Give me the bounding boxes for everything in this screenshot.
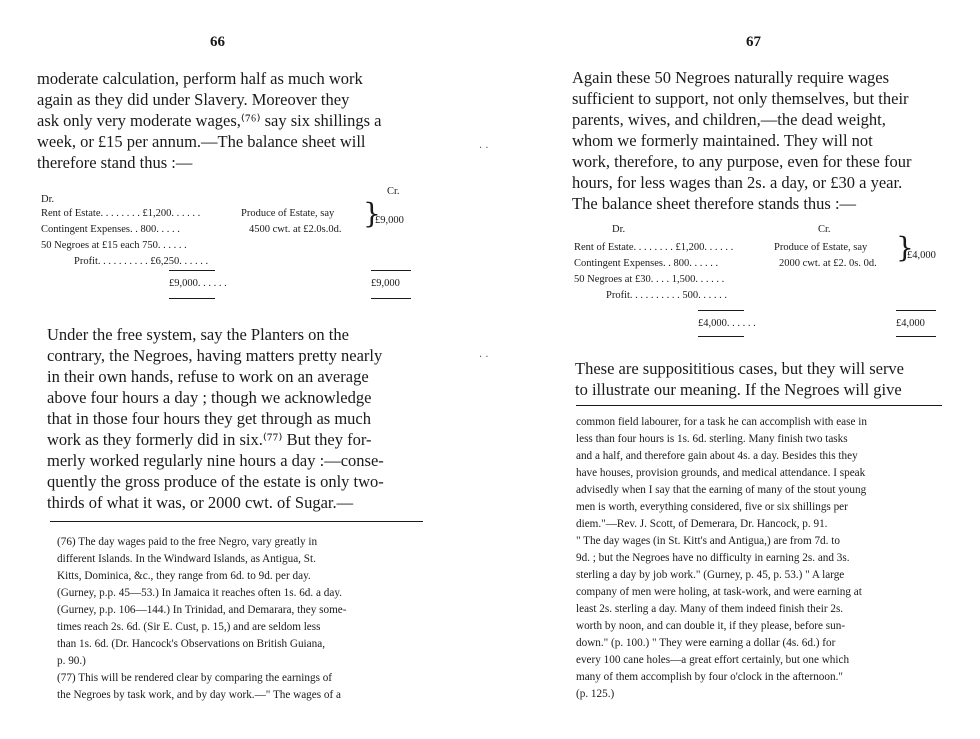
footnote-line: company of men were holing, at task-work, and were earning at [576, 586, 862, 598]
footnote-line: than 1s. 6d. (Dr. Hancock's Observations on British Guiana, [57, 638, 325, 650]
footnote-line: different Islands. In the Windward Islands, as Antigua, St. [57, 553, 316, 565]
page-number: 66 [210, 34, 225, 50]
text-line: work, therefore, to any purpose, even for these four [572, 152, 912, 171]
text-line: contrary, the Negroes, having matters pretty nearly [47, 346, 383, 365]
footnote-line: Kitts, Dominica, &c., they range from 6d. to 9d. per day. [57, 570, 311, 582]
credit-total: £4,000 [907, 250, 936, 261]
footnote-line: (77) This will be rendered clear by comparing the earnings of [57, 672, 333, 684]
text-line: in their own hands, refuse to work on an average [47, 367, 369, 386]
text-line: Under the free system, say the Planters on the [47, 325, 349, 344]
text-line: week, or £15 per annum.—The balance sheet will [37, 132, 366, 151]
debit-row: 50 Negroes at £30. . . . 1,500. . . . . . [574, 274, 725, 285]
text-line: thirds of what it was, or 2000 cwt. of Sugar.— [47, 493, 354, 512]
debit-header: Dr. [612, 224, 626, 235]
debit-row: Profit. . . . . . . . . . £6,250. . . . . . [74, 256, 209, 267]
debit-header: Dr. [41, 194, 55, 205]
balance-sheet [574, 222, 954, 342]
body-paragraph [47, 324, 384, 513]
text-line: Again these 50 Negroes naturally require wages [572, 68, 890, 87]
gutter-mark: · · [479, 352, 489, 363]
footnote-line: 9d. ; but the Negroes have no difficulty in earning 2s. and 3s. [576, 552, 850, 564]
total-debit: £4,000. . . . . . [698, 318, 756, 329]
text-line: sufficient to support, not only themselves, but their [572, 89, 909, 108]
text-line: These are supposititious cases, but they will serve [575, 359, 905, 378]
divider [169, 298, 215, 299]
credit-line: Produce of Estate, say [774, 242, 868, 253]
text-line: parents, wives, and children,—the dead weight, [572, 110, 886, 129]
footnote-line: times reach 2s. 6d. (Sir E. Cust, p. 15,) and are seldom less [57, 621, 321, 633]
body-paragraph [575, 358, 904, 400]
debit-row: 50 Negroes at £15 each 750. . . . . . [41, 240, 187, 251]
total-debit: £9,000. . . . . . [169, 278, 227, 289]
footnote-line: and a half, and therefore gain about 4s. a day. Besides this they [576, 450, 858, 462]
footnote-line: (Gurney, p.p. 45—53.) In Jamaica it reaches often 1s. 6d. a day. [57, 587, 342, 599]
footnote-line: down." (p. 100.) " They were earning a dollar (4s. 6d.) for [576, 637, 836, 649]
brace-glyph: } [363, 197, 381, 230]
divider [698, 336, 744, 337]
debit-row: Contingent Expenses. . 800. . . . . . [574, 258, 719, 269]
footnote-line: less than four hours is 1s. 6d. sterling. Many finish two tasks [576, 433, 848, 445]
debit-row: Rent of Estate. . . . . . . . £1,200. . . . . . [41, 208, 201, 219]
credit-header: Cr. [387, 186, 400, 197]
footnote-line: the Negroes by task work, and by day work.—" The wages of a [57, 689, 341, 701]
footnote-line: (Gurney, p.p. 106—144.) In Trinidad, and Demarara, they some- [57, 604, 347, 616]
text-line: merly worked regularly nine hours a day :—conse- [47, 451, 384, 470]
text-line: whom we formerly maintained. They will not [572, 131, 873, 150]
right-page [490, 0, 980, 739]
divider [169, 270, 215, 271]
footnote-line: p. 90.) [57, 655, 86, 667]
footnote-line: common field labourer, for a task he can accomplish with ease in [576, 416, 867, 428]
total-credit: £4,000 [896, 318, 925, 329]
balance-sheet [41, 184, 421, 304]
footnote-line: advisedly when I say that the earning of many of the stout young [576, 484, 867, 496]
debit-row: Profit. . . . . . . . . . 500. . . . . . [606, 290, 728, 301]
footnote-divider [576, 405, 942, 406]
footnote-line: (76) The day wages paid to the free Negro, vary greatly in [57, 536, 318, 548]
text-line: above four hours a day ; though we acknowledge [47, 388, 372, 407]
footnote-line: " The day wages (in St. Kitt's and Antigua,) are from 7d. to [576, 535, 840, 547]
footnote-line: have houses, provision grounds, and medical attendance. I speak [576, 467, 866, 479]
footnote-line: least 2s. sterling a day. Many of them indeed finish their 2s. [576, 603, 844, 615]
divider [896, 310, 936, 311]
footnotes [57, 534, 346, 704]
text-line: The balance sheet therefore stands thus :— [572, 194, 857, 213]
footnote-line: sterling a day by job work." (Gurney, p. 45, p. 53.) " A large [576, 569, 845, 581]
total-credit: £9,000 [371, 278, 400, 289]
divider [896, 336, 936, 337]
footnote-line: men is worth, everything considered, five or six shillings per [576, 501, 848, 513]
footnote-line: (p. 125.) [576, 688, 615, 700]
text-line: quently the gross produce of the estate is only two- [47, 472, 384, 491]
credit-line: Produce of Estate, say [241, 208, 335, 219]
footnote-line: worth by noon, and can double it, if they please, before sun- [576, 620, 846, 632]
text-line: moderate calculation, perform half as much work [37, 69, 363, 88]
brace-glyph: } [896, 231, 914, 264]
text-line: hours, for less wages than 2s. a day, or £30 a year. [572, 173, 903, 192]
text-line: again as they did under Slavery. Moreover they [37, 90, 350, 109]
text-line: that in those four hours they get through as much [47, 409, 371, 428]
footnotes [576, 414, 867, 703]
debit-row: Rent of Estate. . . . . . . . £1,200. . . . . . [574, 242, 734, 253]
footnote-divider [50, 521, 423, 522]
credit-total: £9,000 [375, 215, 404, 226]
footnote-line: diem."—Rev. J. Scott, of Demerara, Dr. Hancock, p. 91. [576, 518, 828, 530]
divider [698, 310, 744, 311]
text-line: work as they formerly did in six.⁽⁷⁷⁾ But they for- [47, 430, 372, 449]
credit-line: 4500 cwt. at £2.0s.0d. [249, 224, 342, 235]
debit-row: Contingent Expenses. . 800. . . . . [41, 224, 180, 235]
divider [371, 298, 411, 299]
credit-header: Cr. [818, 224, 831, 235]
intro-paragraph [37, 68, 382, 173]
footnote-line: every 100 cane holes—a great effort certainly, but one which [576, 654, 850, 666]
text-line: to illustrate our meaning. If the Negroes will give [575, 380, 902, 399]
text-line: therefore stand thus :— [37, 153, 193, 172]
footnote-line: many of them accomplish by four o'clock in the afternoon." [576, 671, 843, 683]
divider [371, 270, 411, 271]
intro-paragraph [572, 67, 912, 214]
page-number: 67 [746, 34, 761, 50]
gutter-mark: · · [479, 143, 489, 154]
text-line: ask only very moderate wages,⁽⁷⁶⁾ say six shillings a [37, 111, 382, 130]
credit-line: 2000 cwt. at £2. 0s. 0d. [779, 258, 877, 269]
